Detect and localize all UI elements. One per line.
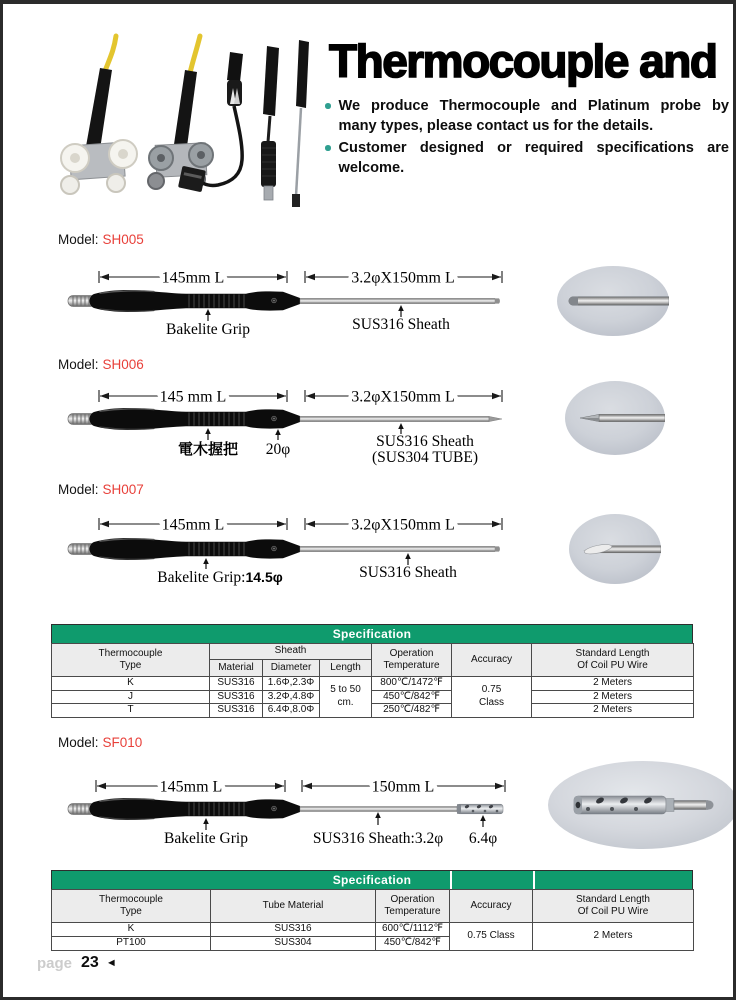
- svg-text:SUS316 Sheath: SUS316 Sheath: [352, 316, 450, 333]
- spec-table-2-grid: [51, 889, 694, 951]
- model-prefix: Model:: [58, 232, 99, 247]
- cell-type: J: [52, 690, 210, 704]
- table-row: [52, 704, 694, 718]
- cell-type: T: [52, 704, 210, 718]
- probe-tip: [495, 546, 500, 551]
- header-material: Material: [210, 660, 263, 677]
- dimension-right: [305, 389, 502, 406]
- tip-photo-sh007: [569, 514, 661, 584]
- cell-std-length: 2 Meters: [532, 677, 694, 691]
- header-accuracy: Accuracy: [450, 890, 533, 923]
- cell-accuracy-merged: 0.75 Class: [450, 923, 533, 951]
- model-name: SH006: [102, 357, 144, 372]
- spec-table-2-title-bar: [51, 870, 693, 889]
- header-thermocouple-type: Thermocouple Type: [52, 890, 211, 923]
- header-operation-temperature: Operation Temperature: [376, 890, 450, 923]
- svg-text:SUS316 Sheath:3.2φ: SUS316 Sheath:3.2φ: [312, 830, 444, 847]
- spec-table-1-grid: [51, 643, 694, 718]
- cell-temperature: 800℃/1472℉: [372, 677, 452, 691]
- svg-text:3.2φX150mm L: 3.2φX150mm L: [351, 269, 455, 287]
- spec-table-1-title-bar: [51, 624, 693, 643]
- collar-callout: [266, 429, 291, 458]
- probe-sheath: [300, 546, 495, 551]
- svg-text:145 mm L: 145 mm L: [159, 388, 227, 406]
- diagram-sf010: [53, 759, 518, 854]
- svg-text:3.2φX150mm L: 3.2φX150mm L: [351, 516, 455, 534]
- header-diameter: Diameter: [263, 660, 320, 677]
- svg-text:Bakelite Grip: Bakelite Grip: [164, 830, 248, 847]
- sheath-callout: [352, 305, 450, 333]
- cell-type: PT100: [52, 937, 211, 951]
- svg-text:SUS316 Sheath: SUS316 Sheath: [359, 564, 457, 581]
- cell-material: SUS304: [211, 937, 376, 951]
- model-prefix: Model:: [58, 357, 99, 372]
- bullet-dot-icon: [325, 145, 331, 151]
- table-row: [52, 677, 694, 691]
- grip-callout: [178, 428, 238, 458]
- svg-text:(SUS304 TUBE): (SUS304 TUBE): [371, 449, 479, 466]
- dimension-left: [99, 389, 287, 406]
- cell-diameter: 3.2Φ,4.8Φ: [263, 690, 320, 704]
- model-label-sh006: [58, 357, 144, 372]
- cell-temperature: 450℃/842℉: [372, 690, 452, 704]
- grip-callout: [164, 818, 248, 847]
- page-word: page: [37, 954, 73, 972]
- dimension-left: [96, 779, 285, 796]
- model-label-sh007: [58, 482, 144, 497]
- cell-temperature: 600℃/1112℉: [376, 923, 450, 937]
- spec-table-title: Specification: [332, 627, 412, 641]
- bullet-text: We produce Thermocouple and Platinum probe by many types, please contact us for the details.: [338, 98, 729, 135]
- header-tube-material: Tube Material: [211, 890, 376, 923]
- tip-photo-sf010: [548, 761, 736, 849]
- cell-std-length-merged: 2 Meters: [533, 923, 694, 951]
- cell-material: SUS316: [211, 923, 376, 937]
- header-thermocouple-type: Thermocouple Type: [52, 644, 210, 677]
- page-arrow-icon: ◄: [105, 957, 117, 969]
- cell-temperature: 450℃/842℉: [376, 937, 450, 951]
- model-prefix: Model:: [58, 735, 99, 750]
- model-name: SH005: [102, 232, 144, 247]
- bullet-item: [325, 96, 729, 136]
- diagram-sh007: [53, 502, 518, 597]
- product-photo: [28, 24, 318, 209]
- svg-text:20φ: 20φ: [265, 441, 291, 458]
- cell-std-length: 2 Meters: [532, 704, 694, 718]
- probe-tip: [495, 298, 500, 303]
- cell-temperature: 250℃/482℉: [372, 704, 452, 718]
- page-number: 23: [81, 954, 99, 971]
- cell-material: SUS316: [210, 677, 263, 691]
- page-footer: [37, 954, 117, 972]
- spec-table-1: [51, 624, 693, 718]
- svg-text:145mm L: 145mm L: [161, 269, 225, 287]
- probe-sheath: [300, 416, 489, 421]
- sheath-callout: [372, 423, 478, 466]
- model-prefix: Model:: [58, 482, 99, 497]
- dimension-right: [305, 517, 502, 534]
- cell-diameter: 1.6Φ,2.3Φ: [263, 677, 320, 691]
- svg-text:145mm L: 145mm L: [161, 516, 225, 534]
- intro-bullets: [325, 96, 729, 181]
- spec-table-2: [51, 870, 693, 951]
- header-accuracy: Accuracy: [452, 644, 532, 677]
- header-standard-length: Standard Length Of Coil PU Wire: [533, 890, 694, 923]
- svg-text:6.4φ: 6.4φ: [468, 830, 498, 847]
- header-sheath: Sheath: [210, 644, 372, 660]
- sheath-callout: [313, 812, 443, 847]
- model-name: SH007: [102, 482, 144, 497]
- svg-text:3.2φX150mm L: 3.2φX150mm L: [351, 388, 455, 406]
- grip-callout: [157, 558, 283, 586]
- svg-text:Bakelite Grip: Bakelite Grip: [166, 321, 250, 338]
- bullet-dot-icon: [325, 103, 331, 109]
- svg-text:電木握把: 電木握把: [177, 441, 239, 458]
- model-label-sh005: [58, 232, 144, 247]
- bullet-text: Customer designed or required specifications are welcome.: [338, 140, 729, 177]
- title-bar-separator: [450, 871, 452, 889]
- dimension-right: [302, 779, 505, 796]
- svg-text:SUS316 Sheath: SUS316 Sheath: [376, 433, 474, 450]
- header-operation-temperature: Operation Temperature: [372, 644, 452, 677]
- cell-accuracy-merged: 0.75 Class: [452, 677, 532, 718]
- table-row: [52, 690, 694, 704]
- dimension-left: [99, 270, 287, 287]
- perforated-tube: [457, 804, 503, 814]
- probe-sheath: [300, 807, 459, 812]
- dimension-right: [305, 270, 502, 287]
- diagram-sh006: [53, 376, 518, 471]
- cell-diameter: 6.4Φ,8.0Φ: [263, 704, 320, 718]
- cell-type: K: [52, 677, 210, 691]
- bullet-item: [325, 138, 729, 178]
- cell-material: SUS316: [210, 704, 263, 718]
- header-length: Length: [320, 660, 372, 677]
- svg-text:Bakelite Grip:14.5φ: Bakelite Grip:14.5φ: [157, 569, 283, 586]
- cell-std-length: 2 Meters: [532, 690, 694, 704]
- probe-pointed-tip: [489, 416, 502, 421]
- grip-callout: [166, 309, 250, 338]
- cell-length-merged: 5 to 50 cm.: [320, 677, 372, 718]
- sheath-callout: [359, 553, 457, 581]
- svg-text:145mm L: 145mm L: [159, 778, 223, 796]
- header-standard-length: Standard Length Of Coil PU Wire: [532, 644, 694, 677]
- title-bar-separator: [533, 871, 535, 889]
- cell-type: K: [52, 923, 211, 937]
- tip-photo-sh005: [557, 266, 669, 336]
- diagram-sh005: [53, 257, 518, 352]
- svg-text:150mm L: 150mm L: [371, 778, 435, 796]
- cell-material: SUS316: [210, 690, 263, 704]
- model-name: SF010: [102, 735, 143, 750]
- model-label-sf010: [58, 735, 142, 750]
- probe-sheath: [300, 298, 495, 303]
- tube-callout: [469, 815, 497, 847]
- dimension-left: [99, 517, 287, 534]
- page-title: Thermocouple and: [329, 35, 717, 87]
- spec-table-title: Specification: [332, 873, 412, 887]
- table-row: [52, 923, 694, 937]
- tip-photo-sh006: [565, 381, 665, 455]
